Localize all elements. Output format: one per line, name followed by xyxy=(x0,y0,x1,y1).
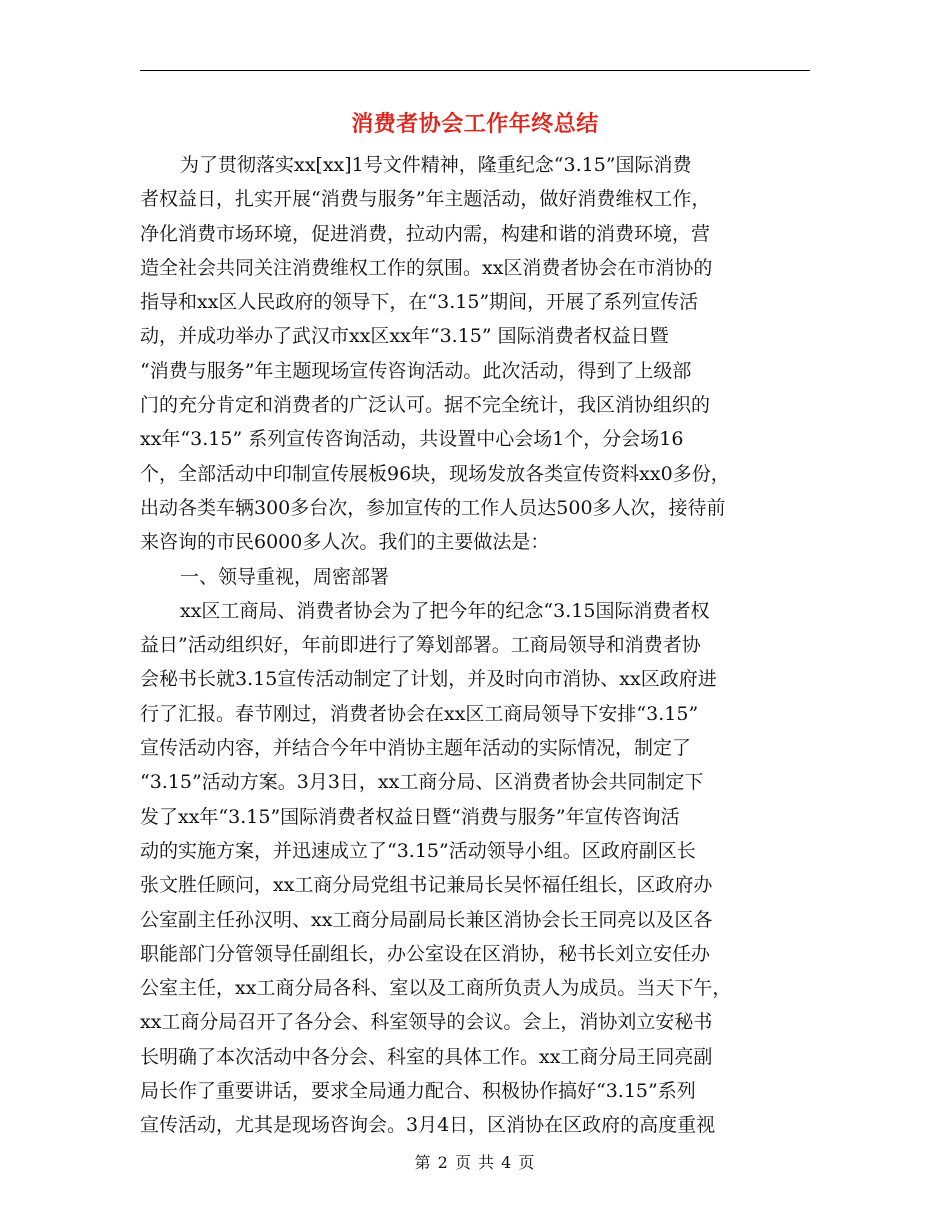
paragraph-line: 益日”活动组织好，年前即进行了筹划部署。工商局领导和消费者协 xyxy=(140,634,701,657)
document-body xyxy=(140,148,810,1143)
paragraph-line: 指导和xx区人民政府的领导下，在“3.15”期间，开展了系列宣传活 xyxy=(140,291,699,314)
page-number: 第 2 页 共 4 页 xyxy=(414,1153,536,1172)
paragraph-line: 动的实施方案，并迅速成立了“3.15”活动领导小组。区政府副区长 xyxy=(140,839,696,862)
paragraph-line: 张文胜任顾问，xx工商分局党组书记兼局长吴怀福任组长，区政府办 xyxy=(140,874,713,897)
paragraph-line: “消费与服务”年主题现场宣传咨询活动。此次活动，得到了上级部 xyxy=(140,359,692,382)
section-heading: 一、领导重视，周密部署 xyxy=(180,565,390,588)
paragraph-line: 动，并成功举办了武汉市xx区xx年“3.15” 国际消费者权益日暨 xyxy=(140,325,669,348)
paragraph-line: 者权益日，扎实开展“消费与服务”年主题活动，做好消费维权工作， xyxy=(140,188,711,211)
paragraph-line: “3.15”活动方案。3月3日，xx工商分局、区消费者协会共同制定下 xyxy=(140,771,704,794)
paragraph-line: 宣传活动内容，并结合今年中消协主题年活动的实际情况，制定了 xyxy=(140,737,692,760)
paragraph-line: 出动各类车辆300多台次，参加宣传的工作人员达500多人次，接待前 xyxy=(140,496,726,519)
paragraph-line: xx工商分局召开了各分会、科室领导的会议。会上，消协刘立安秘书 xyxy=(140,1011,713,1034)
paragraph-line: xx年“3.15” 系列宣传咨询活动，共设置中心会场1个，分会场16 xyxy=(140,428,684,451)
paragraph-line: 行了汇报。春节刚过，消费者协会在xx区工商局领导下安排“3.15” xyxy=(140,702,699,725)
paragraph-line: 为了贯彻落实xx[xx]1号文件精神，隆重纪念“3.15”国际消费 xyxy=(180,154,692,176)
paragraph-line: 公室主任，xx工商分局各科、室以及工商所负责人为成员。当天下午， xyxy=(140,977,732,1000)
header-rule xyxy=(140,70,810,71)
paragraph-line: 公室副主任孙汉明、xx工商分局副局长兼区消协会长王同亮以及区各 xyxy=(140,908,713,931)
paragraph-line: 长明确了本次活动中各分会、科室的具体工作。xx工商分局王同亮副 xyxy=(140,1045,713,1068)
document-title: 消费者协会工作年终总结 xyxy=(351,112,599,137)
paragraph-line: 来咨询的市民6000多人次。我们的主要做法是： xyxy=(140,531,550,554)
paragraph-line: 宣传活动，尤其是现场咨询会。3月4日，区消协在区政府的高度重视 xyxy=(140,1114,716,1137)
paragraph-line: 局长作了重要讲话，要求全局通力配合、积极协作搞好“3.15”系列 xyxy=(140,1080,696,1103)
paragraph-line: xx区工商局、消费者协会为了把今年的纪念“3.15国际消费者权 xyxy=(180,599,710,622)
paragraph-line: 造全社会共同关注消费维权工作的氛围。xx区消费者协会在市消协的 xyxy=(140,256,713,279)
paragraph-line: 会秘书长就3.15宣传活动制定了计划，并及时向市消协、xx区政府进 xyxy=(140,668,717,691)
paragraph-line: 职能部门分管领导任副组长，办公室设在区消协，秘书长刘立安任办 xyxy=(140,942,711,965)
paragraph-line: 发了xx年“3.15”国际消费者权益日暨“消费与服务”年宣传咨询活 xyxy=(140,805,680,828)
paragraph-line: 个，全部活动中印制宣传展板96块，现场发放各类宣传资料xx0多份， xyxy=(140,462,730,485)
paragraph-line: 门的充分肯定和消费者的广泛认可。据不完全统计，我区消协组织的 xyxy=(140,394,711,417)
paragraph-line: 净化消费市场环境，促进消费，拉动内需，构建和谐的消费环境，营 xyxy=(140,222,711,245)
